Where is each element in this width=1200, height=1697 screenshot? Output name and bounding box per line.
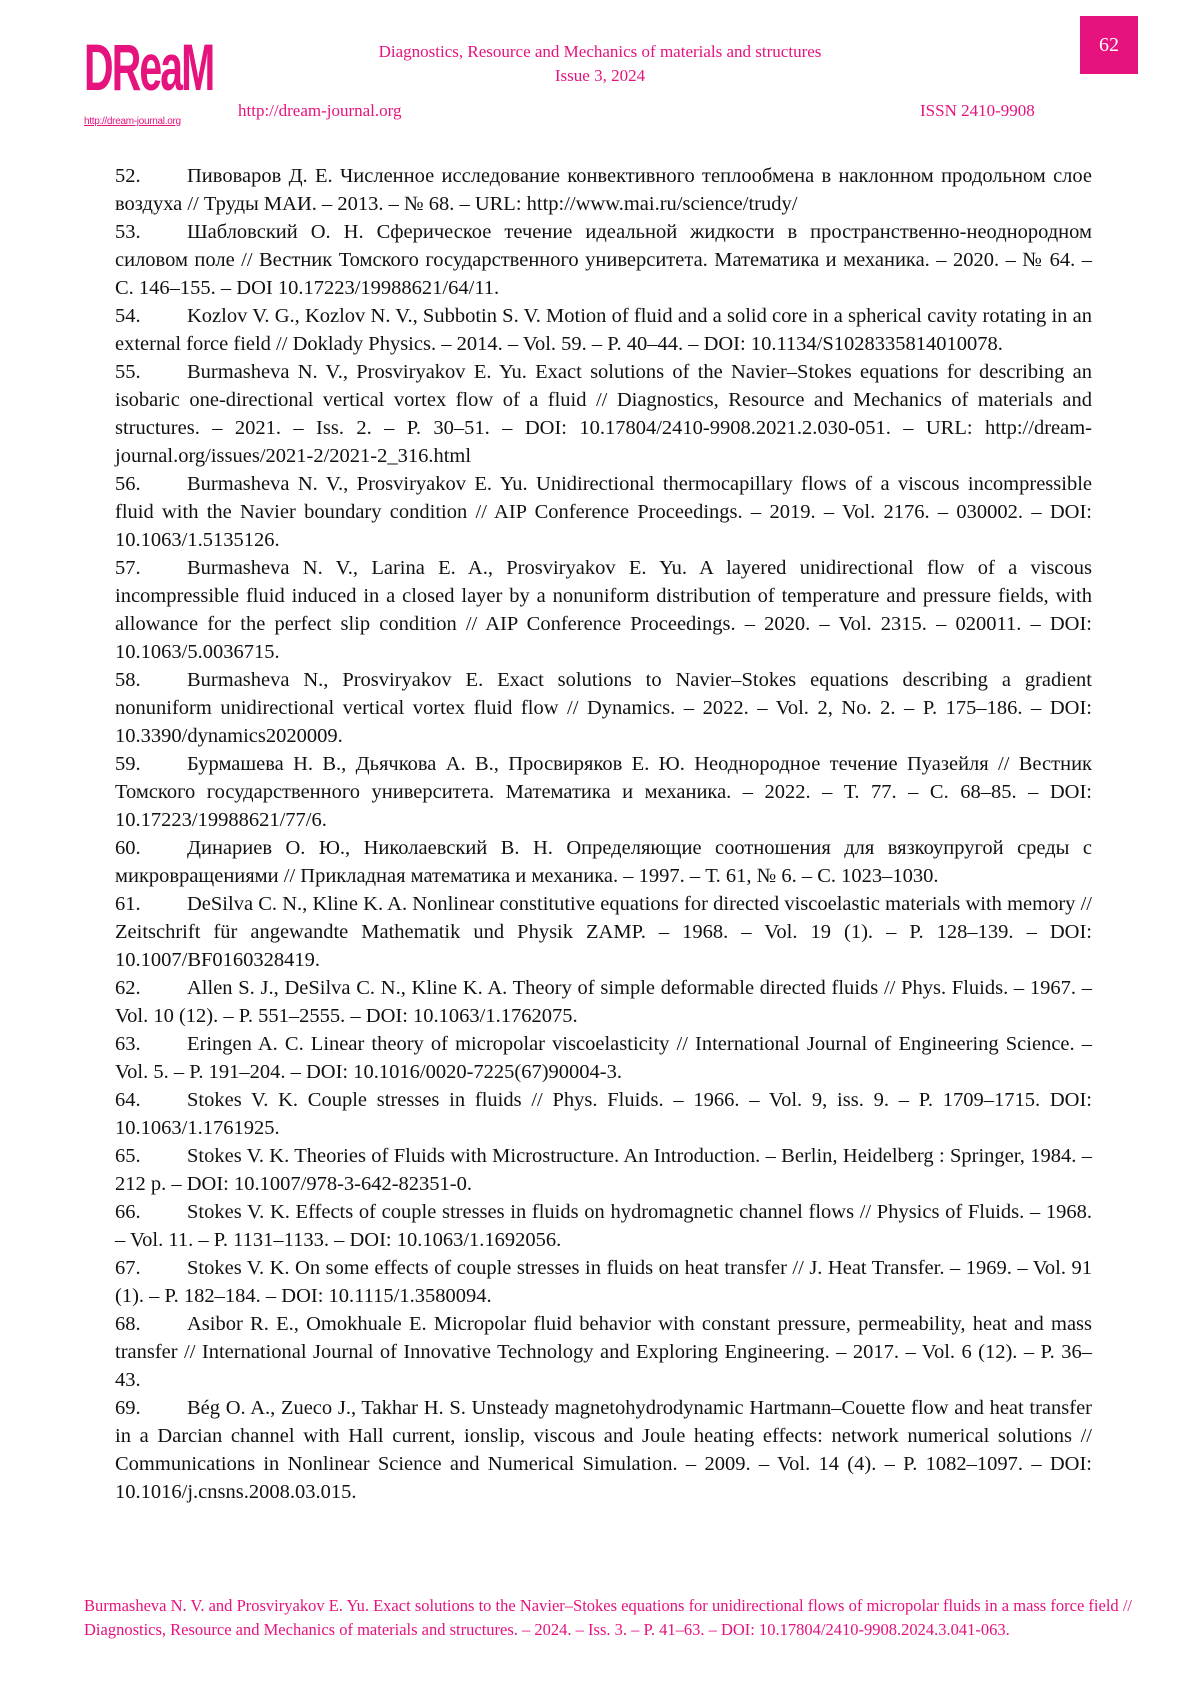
reference-item <box>115 1198 1092 1254</box>
reference-item <box>115 1394 1092 1506</box>
reference-number: 67. <box>115 1257 141 1279</box>
reference-text: Шабловский О. Н. Сферическое течение идеальной жидкости в пространственно-неоднородном силовом поле // Вестник Томского государственного университета. Математика и механика. – 2020. – № 64. – С. 146–155. – DOI 10.17223/19988621/64/11. <box>115 221 1092 299</box>
reference-item <box>115 218 1092 302</box>
reference-number: 64. <box>115 1089 141 1111</box>
reference-text: Burmasheva N. V., Prosviryakov E. Yu. Exact solutions of the Navier–Stokes equations for describing an isobaric one-directional vertical vortex flow of a fluid // Diagnostics, Resource and Mechanics of materials and structures. – 2021. – Iss. 2. – P. 30–51. – DOI: 10.17804/2410-9908.2021.2.030-051. – URL: http://dream-journal.org/issues/2021-2/2021-2_316.html <box>115 361 1092 467</box>
reference-list <box>115 162 1092 1506</box>
journal-title <box>300 40 900 88</box>
reference-text: Stokes V. K. On some effects of couple stresses in fluids on heat transfer // J. Heat Transfer. – 1969. – Vol. 91 (1). – P. 182–184. – DOI: 10.1115/1.3580094. <box>115 1257 1092 1307</box>
reference-text: Bég O. A., Zueco J., Takhar H. S. Unsteady magnetohydrodynamic Hartmann–Couette flow and heat transfer in a Darcian channel with Hall current, ionslip, viscous and Joule heating effects: network numerical solutions // Communications in Nonlinear Science and Numerical Simulation. – 2009. – Vol. 14 (4). – P. 1082–1097. – DOI: 10.1016/j.cnsns.2008.03.015. <box>115 1397 1092 1503</box>
reference-number: 68. <box>115 1313 141 1335</box>
reference-text: Бурмашева Н. В., Дьячкова А. В., Просвиряков Е. Ю. Неоднородное течение Пуазейля // Вестник Томского государственного университета. Математика и механика. – 2022. – Т. 77. – С. 68–85. – DOI: 10.17223/19988621/77/6. <box>115 753 1092 831</box>
reference-text: Eringen A. C. Linear theory of micropolar viscoelasticity // International Journal of Engineering Science. – Vol. 5. – P. 191–204. – DOI: 10.1016/0020-7225(67)90004-3. <box>115 1033 1092 1083</box>
reference-number: 56. <box>115 473 141 495</box>
reference-number: 60. <box>115 837 141 859</box>
reference-text: Burmasheva N. V., Larina E. A., Prosviryakov E. Yu. A layered unidirectional flow of a viscous incompressible fluid induced in a closed layer by a nonuniform distribution of temperature and pressure fields, with allowance for the perfect slip condition // AIP Conference Proceedings. – 2020. – Vol. 2315. – 020011. – DOI: 10.1063/5.0036715. <box>115 557 1092 663</box>
reference-item <box>115 1310 1092 1394</box>
page-number-badge <box>1080 16 1138 74</box>
reference-item <box>115 162 1092 218</box>
reference-number: 58. <box>115 669 141 691</box>
reference-number: 63. <box>115 1033 141 1055</box>
reference-number: 53. <box>115 221 141 243</box>
reference-number: 61. <box>115 893 141 915</box>
reference-item <box>115 1086 1092 1142</box>
reference-item <box>115 1142 1092 1198</box>
reference-item <box>115 470 1092 554</box>
reference-item <box>115 890 1092 974</box>
reference-number: 54. <box>115 305 141 327</box>
journal-site-link[interactable]: http://dream-journal.org <box>238 101 402 120</box>
reference-item <box>115 1030 1092 1086</box>
reference-number: 62. <box>115 977 141 999</box>
reference-text: Kozlov V. G., Kozlov N. V., Subbotin S. V. Motion of fluid and a solid core in a spherical cavity rotating in an external force field // Doklady Physics. – 2014. – Vol. 59. – P. 40–44. – DOI: 10.1134/S1028335814010078. <box>115 305 1092 355</box>
reference-text: Burmasheva N. V., Prosviryakov E. Yu. Unidirectional thermocapillary flows of a viscous incompressible fluid with the Navier boundary condition // AIP Conference Proceedings. – 2019. – Vol. 2176. – 030002. – DOI: 10.1063/1.5135126. <box>115 473 1092 551</box>
reference-item <box>115 554 1092 666</box>
reference-item <box>115 750 1092 834</box>
issn: ISSN 2410-9908 <box>920 101 1035 120</box>
logo-url[interactable]: http://dream-journal.org <box>84 116 181 127</box>
journal-title-line1: Diagnostics, Resource and Mechanics of materials and structures <box>378 42 822 61</box>
reference-number: 55. <box>115 361 141 383</box>
journal-logo <box>84 16 214 132</box>
reference-text: Burmasheva N., Prosviryakov E. Exact solutions to Navier–Stokes equations describing a gradient nonuniform unidirectional vertical vortex fluid flow // Dynamics. – 2022. – Vol. 2, No. 2. – P. 175–186. – DOI: 10.3390/dynamics2020009. <box>115 669 1092 747</box>
reference-item <box>115 834 1092 890</box>
journal-issue-line: Issue 3, 2024 <box>554 66 646 85</box>
reference-text: Allen S. J., DeSilva C. N., Kline K. A. Theory of simple deformable directed fluids // Phys. Fluids. – 1967. – Vol. 10 (12). – P. 551–2555. – DOI: 10.1063/1.1762075. <box>115 977 1092 1027</box>
reference-item <box>115 666 1092 750</box>
reference-number: 59. <box>115 753 141 775</box>
reference-number: 66. <box>115 1201 141 1223</box>
reference-item <box>115 302 1092 358</box>
reference-number: 57. <box>115 557 141 579</box>
reference-text: Пивоваров Д. Е. Численное исследование конвективного теплообмена в наклонном продольном слое воздуха // Труды МАИ. – 2013. – № 68. – URL: http://www.mai.ru/science/trudy/ <box>115 165 1092 215</box>
reference-item <box>115 358 1092 470</box>
reference-item <box>115 1254 1092 1310</box>
reference-number: 52. <box>115 165 141 187</box>
reference-number: 69. <box>115 1397 141 1419</box>
reference-text: Stokes V. K. Theories of Fluids with Microstructure. An Introduction. – Berlin, Heidelberg : Springer, 1984. – 212 p. – DOI: 10.1007/978-3-642-82351-0. <box>115 1145 1092 1195</box>
logo-wordmark: DReaM <box>84 30 214 104</box>
reference-text: Stokes V. K. Couple stresses in fluids // Phys. Fluids. – 1966. – Vol. 9, iss. 9. – P. 1709–1715. DOI: 10.1063/1.1761925. <box>115 1089 1092 1139</box>
reference-text: Asibor R. E., Omokhuale E. Micropolar fluid behavior with constant pressure, permeability, heat and mass transfer // International Journal of Innovative Technology and Exploring Engineering. – 2017. – Vol. 6 (12). – P. 36–43. <box>115 1313 1092 1391</box>
reference-item <box>115 974 1092 1030</box>
reference-text: Динариев О. Ю., Николаевский В. Н. Определяющие соотношения для вязкоупругой среды с микровращениями // Прикладная математика и механика. – 1997. – Т. 61, № 6. – С. 1023–1030. <box>115 837 1092 887</box>
reference-text: Stokes V. K. Effects of couple stresses in fluids on hydromagnetic channel flows // Physics of Fluids. – 1968. – Vol. 11. – P. 1131–1133. – DOI: 10.1063/1.1692056. <box>115 1201 1092 1251</box>
citation-footer: Burmasheva N. V. and Prosviryakov E. Yu. Exact solutions to the Navier–Stokes equations for unidirectional flows of micropolar fluids in a mass force field // Diagnostics, Resource and Mechanics of materials and structures. – 2024. – Iss. 3. – P. 41–63. – DOI: 10.17804/2410-9908.2024.3.041-063. <box>84 1596 1132 1639</box>
reference-number: 65. <box>115 1145 141 1167</box>
page-number: 62 <box>1099 33 1119 56</box>
reference-text: DeSilva C. N., Kline K. A. Nonlinear constitutive equations for directed viscoelastic materials with memory // Zeitschrift für angewandte Mathematik und Physik ZAMP. – 1968. – Vol. 19 (1). – P. 128–139. – DOI: 10.1007/BF0160328419. <box>115 893 1092 971</box>
